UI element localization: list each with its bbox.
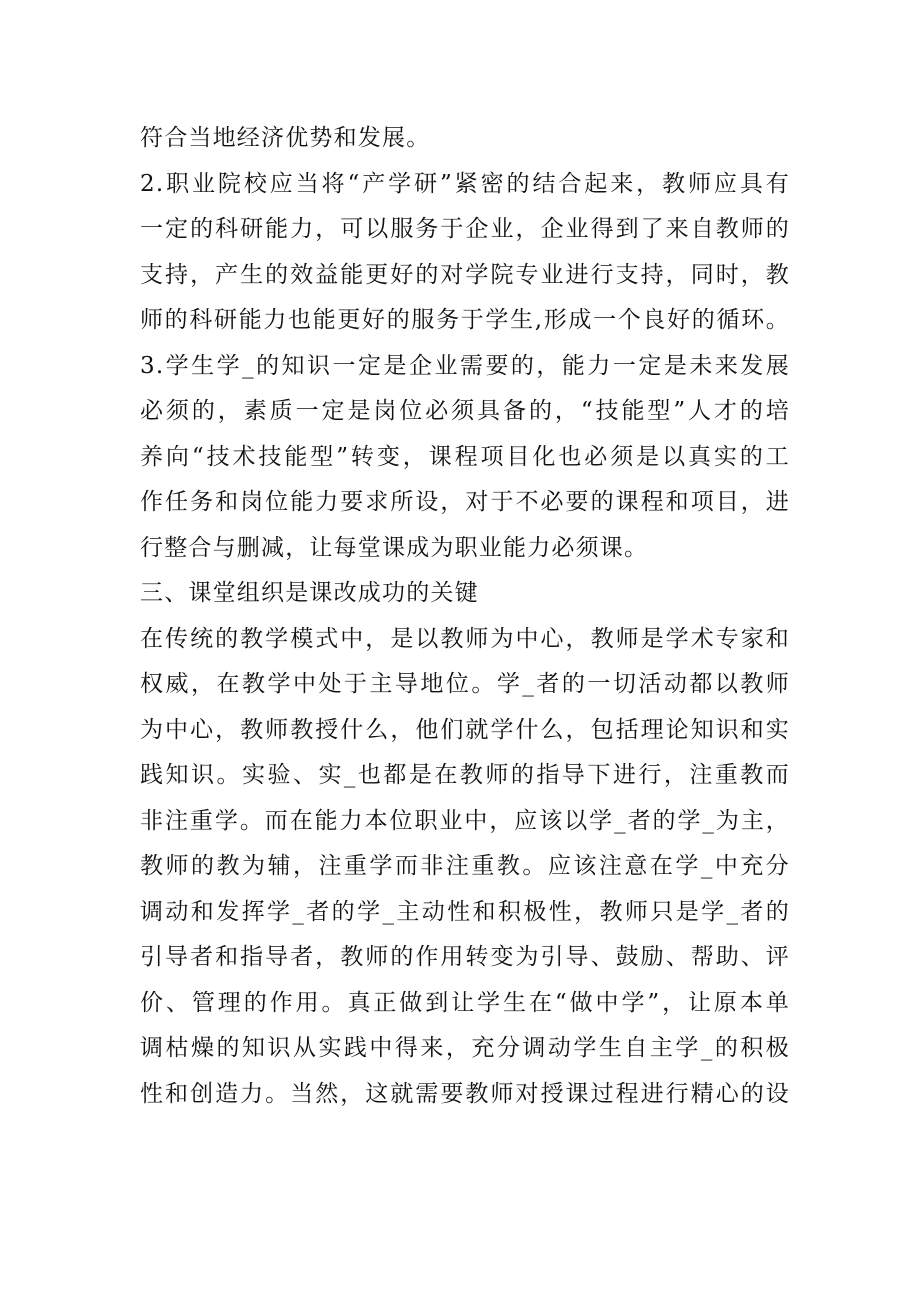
text-line: 养向“技术技能型”转变，课程项目化也必须是以真实的工 (140, 443, 790, 470)
text-line: 在传统的教学模式中，是以教师为中心，教师是学术专家和 (140, 625, 790, 652)
text-line: 引导者和指导者，教师的作用转变为引导、鼓励、帮助、评 (140, 944, 790, 970)
text-line: 行整合与删减，让每堂课成为职业能力必须课。 (140, 534, 649, 561)
text-line: 权威，在教学中处于主导地位。学_者的一切活动都以教师 (140, 671, 790, 697)
text-line: 调动和发挥学_者的学_主动性和积极性，教师只是学_者的 (140, 898, 790, 925)
text-line: 性和创造力。当然，这就需要教师对授课过程进行精心的设 (140, 1080, 790, 1107)
text-line: 3.学生学_的知识一定是企业需要的，能力一定是未来发展 (140, 352, 790, 379)
section-heading: 三、课堂组织是课改成功的关键 (140, 580, 479, 606)
text-line: 一定的科研能力，可以服务于企业，企业得到了来自教师的 (140, 216, 790, 242)
text-line: 非注重学。而在能力本位职业中，应该以学_者的学_为主， (140, 807, 790, 834)
text-line: 价、管理的作用。真正做到让学生在“做中学”，让原本单 (140, 989, 790, 1016)
text-line: 符合当地经济优势和发展。 (140, 125, 431, 151)
text-line: 必须的，素质一定是岗位必须具备的，“技能型”人才的培 (140, 398, 790, 424)
text-line: 支持，产生的效益能更好的对学院专业进行支持，同时，教 (140, 261, 790, 288)
text-line: 调枯燥的知识从实践中得来，充分调动学生自主学_的积极 (140, 1035, 790, 1061)
text-line: 2.职业院校应当将“产学研”紧密的结合起来，教师应具有 (140, 170, 790, 197)
text-line: 教师的教为辅，注重学而非注重教。应该注意在学_中充分 (140, 853, 790, 879)
text-line: 师的科研能力也能更好的服务于学生,形成一个良好的循环。 (140, 307, 790, 333)
text-line: 为中心，教师教授什么，他们就学什么，包括理论知识和实 (140, 716, 790, 743)
text-line: 作任务和岗位能力要求所设，对于不必要的课程和项目，进 (140, 489, 790, 515)
text-line: 践知识。实验、实_也都是在教师的指导下进行，注重教而 (140, 762, 790, 788)
document-body (140, 116, 790, 1117)
